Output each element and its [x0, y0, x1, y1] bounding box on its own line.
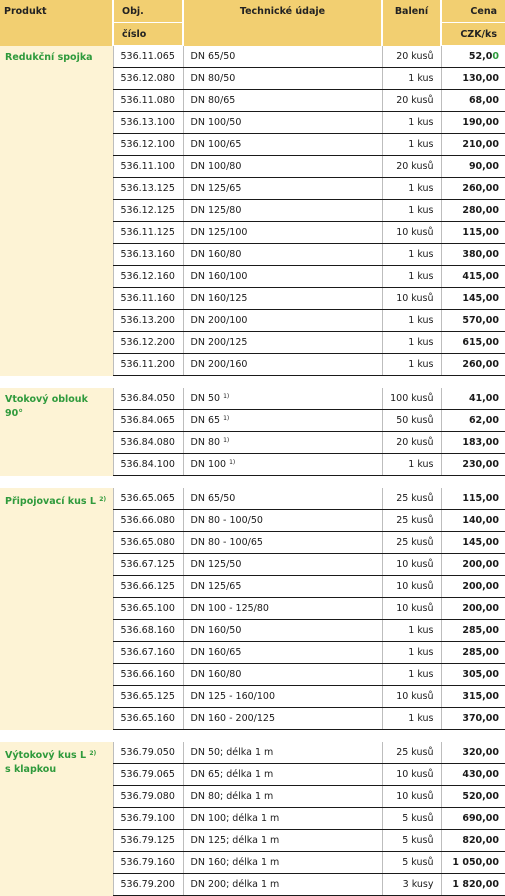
- header-order-number-line1: Obj.: [113, 0, 183, 23]
- product-name-cell: [0, 742, 113, 896]
- technical-data-cell: [183, 200, 382, 222]
- packaging-cell: 10 kusů: [382, 288, 441, 310]
- technical-data-cell: [183, 134, 382, 156]
- price-cell: [441, 410, 505, 432]
- order-number-cell: 536.12.125: [113, 200, 183, 222]
- order-number-cell: 536.12.160: [113, 266, 183, 288]
- packaging-cell: 20 kusů: [382, 432, 441, 454]
- order-number-cell: 536.67.125: [113, 554, 183, 576]
- price-cell: [441, 852, 505, 874]
- technical-data-cell: [183, 454, 382, 476]
- product-name: Výtokový kus L: [5, 750, 86, 761]
- packaging-cell: 25 kusů: [382, 510, 441, 532]
- price-cell: [441, 222, 505, 244]
- footnote-marker: 1): [223, 415, 230, 422]
- technical-data-text: DN 160/80: [190, 669, 242, 680]
- price-value: 230,00: [462, 459, 499, 470]
- technical-data-cell: [183, 510, 382, 532]
- price-cell: [441, 642, 505, 664]
- technical-data-text: DN 160/125: [190, 293, 248, 304]
- price-value: 130,00: [462, 73, 499, 84]
- order-number-cell: 536.84.050: [113, 388, 183, 410]
- price-cell: [441, 244, 505, 266]
- price-value: 415,00: [462, 271, 499, 282]
- product-name-cell: [0, 46, 113, 376]
- technical-data-cell: [183, 410, 382, 432]
- technical-data-text: DN 65: [190, 415, 221, 426]
- price-cell: [441, 576, 505, 598]
- technical-data-cell: [183, 388, 382, 410]
- packaging-cell: 20 kusů: [382, 90, 441, 112]
- technical-data-text: DN 160 - 200/125: [190, 713, 276, 724]
- price-cell: [441, 178, 505, 200]
- technical-data-text: DN 160/50: [190, 625, 242, 636]
- packaging-cell: 1 kus: [382, 244, 441, 266]
- group-spacer: [0, 730, 505, 743]
- price-value: 285,00: [462, 625, 499, 636]
- packaging-cell: 1 kus: [382, 664, 441, 686]
- technical-data-text: DN 200; délka 1 m: [190, 879, 280, 890]
- price-cell: [441, 554, 505, 576]
- order-number-cell: 536.79.125: [113, 830, 183, 852]
- price-cell: [441, 354, 505, 376]
- price-value-tail: 0: [492, 51, 499, 62]
- order-number-cell: 536.13.100: [113, 112, 183, 134]
- price-cell: [441, 808, 505, 830]
- technical-data-text: DN 50: [190, 393, 221, 404]
- price-cell: [441, 510, 505, 532]
- technical-data-cell: [183, 764, 382, 786]
- technical-data-cell: [183, 310, 382, 332]
- price-value: 430,00: [462, 769, 499, 780]
- price-cell: [441, 686, 505, 708]
- price-cell: [441, 830, 505, 852]
- technical-data-cell: [183, 222, 382, 244]
- order-number-cell: 536.79.100: [113, 808, 183, 830]
- packaging-cell: 10 kusů: [382, 764, 441, 786]
- price-cell: [441, 134, 505, 156]
- price-value: 200,00: [462, 603, 499, 614]
- price-cell: [441, 388, 505, 410]
- footnote-marker: 2): [89, 750, 97, 757]
- footnote-marker: 1): [223, 437, 230, 444]
- price-cell: [441, 90, 505, 112]
- technical-data-cell: [183, 244, 382, 266]
- order-number-cell: 536.66.160: [113, 664, 183, 686]
- technical-data-text: DN 80/65: [190, 95, 236, 106]
- order-number-cell: 536.65.080: [113, 532, 183, 554]
- price-value: 90,00: [468, 161, 499, 172]
- order-number-cell: 536.12.080: [113, 68, 183, 90]
- price-value: 570,00: [462, 315, 499, 326]
- technical-data-text: DN 160/65: [190, 647, 242, 658]
- technical-data-text: DN 80 - 100/50: [190, 515, 263, 526]
- price-value: 1 050,00: [452, 857, 499, 868]
- packaging-cell: 10 kusů: [382, 554, 441, 576]
- product-name-line2: s klapkou: [5, 764, 57, 775]
- technical-data-text: DN 125/65: [190, 183, 242, 194]
- price-value: 68,00: [468, 95, 499, 106]
- packaging-cell: 1 kus: [382, 112, 441, 134]
- price-cell: [441, 764, 505, 786]
- technical-data-text: DN 200/100: [190, 315, 248, 326]
- price-cell: [441, 46, 505, 68]
- packaging-cell: 20 kusů: [382, 156, 441, 178]
- order-number-cell: 536.11.065: [113, 46, 183, 68]
- price-cell: [441, 532, 505, 554]
- packaging-cell: 25 kusů: [382, 742, 441, 764]
- price-value: 200,00: [462, 559, 499, 570]
- order-number-cell: 536.65.160: [113, 708, 183, 730]
- order-number-cell: 536.84.065: [113, 410, 183, 432]
- price-value: 145,00: [462, 293, 499, 304]
- packaging-cell: 5 kusů: [382, 808, 441, 830]
- spacer-cell: [0, 730, 505, 743]
- product-name-cell: [0, 388, 113, 476]
- technical-data-cell: [183, 664, 382, 686]
- technical-data-text: DN 125/65: [190, 581, 242, 592]
- price-value: 260,00: [462, 183, 499, 194]
- order-number-cell: 536.11.125: [113, 222, 183, 244]
- technical-data-cell: [183, 554, 382, 576]
- packaging-cell: 100 kusů: [382, 388, 441, 410]
- order-number-cell: 536.79.080: [113, 786, 183, 808]
- packaging-cell: 1 kus: [382, 708, 441, 730]
- table-row: [0, 488, 505, 510]
- price-cell: [441, 598, 505, 620]
- technical-data-text: DN 65; délka 1 m: [190, 769, 274, 780]
- price-value: 115,00: [462, 227, 499, 238]
- technical-data-cell: [183, 576, 382, 598]
- product-name-cell: [0, 488, 113, 730]
- price-value: 520,00: [462, 791, 499, 802]
- order-number-cell: 536.84.100: [113, 454, 183, 476]
- product-name: Redukční spojka: [5, 51, 93, 63]
- packaging-cell: 1 kus: [382, 642, 441, 664]
- price-value: 305,00: [462, 669, 499, 680]
- technical-data-cell: [183, 874, 382, 896]
- technical-data-text: DN 100 - 125/80: [190, 603, 269, 614]
- order-number-cell: 536.13.160: [113, 244, 183, 266]
- group-spacer: [0, 476, 505, 489]
- price-cell: [441, 708, 505, 730]
- table-row: [0, 388, 505, 410]
- price-value: 280,00: [462, 205, 499, 216]
- price-cell: [441, 488, 505, 510]
- technical-data-text: DN 80/50: [190, 73, 236, 84]
- header-technical-data: Technické údaje: [183, 0, 382, 46]
- technical-data-cell: [183, 488, 382, 510]
- technical-data-text: DN 80 - 100/65: [190, 537, 263, 548]
- header-order-number-line2: číslo: [113, 23, 183, 46]
- order-number-cell: 536.66.125: [113, 576, 183, 598]
- price-cell: [441, 742, 505, 764]
- packaging-cell: 1 kus: [382, 68, 441, 90]
- technical-data-text: DN 100/50: [190, 117, 242, 128]
- packaging-cell: 10 kusů: [382, 686, 441, 708]
- footnote-marker: 1): [229, 459, 236, 466]
- technical-data-cell: [183, 532, 382, 554]
- packaging-cell: 50 kusů: [382, 410, 441, 432]
- technical-data-cell: [183, 830, 382, 852]
- order-number-cell: 536.11.100: [113, 156, 183, 178]
- technical-data-cell: [183, 178, 382, 200]
- packaging-cell: 5 kusů: [382, 852, 441, 874]
- price-cell: [441, 266, 505, 288]
- order-number-cell: 536.65.065: [113, 488, 183, 510]
- price-value: 41,00: [468, 393, 499, 404]
- order-number-cell: 536.66.080: [113, 510, 183, 532]
- price-cell: [441, 454, 505, 476]
- header-packaging: Balení: [382, 0, 441, 46]
- order-number-cell: 536.11.200: [113, 354, 183, 376]
- packaging-cell: 25 kusů: [382, 488, 441, 510]
- price-value: 115,00: [462, 493, 499, 504]
- footnote-marker: 2): [99, 496, 107, 503]
- technical-data-cell: [183, 620, 382, 642]
- spacer-cell: [0, 476, 505, 489]
- order-number-cell: 536.13.125: [113, 178, 183, 200]
- table-row: [0, 742, 505, 764]
- packaging-cell: 1 kus: [382, 332, 441, 354]
- technical-data-cell: [183, 68, 382, 90]
- technical-data-text: DN 200/160: [190, 359, 248, 370]
- technical-data-text: DN 125/80: [190, 205, 242, 216]
- packaging-cell: 20 kusů: [382, 46, 441, 68]
- technical-data-cell: [183, 288, 382, 310]
- price-value: 140,00: [462, 515, 499, 526]
- packaging-cell: 1 kus: [382, 620, 441, 642]
- technical-data-text: DN 65/50: [190, 493, 236, 504]
- price-value: 62,00: [468, 415, 499, 426]
- packaging-cell: 1 kus: [382, 200, 441, 222]
- packaging-cell: 10 kusů: [382, 222, 441, 244]
- price-value: 183,00: [462, 437, 499, 448]
- order-number-cell: 536.79.200: [113, 874, 183, 896]
- order-number-cell: 536.84.080: [113, 432, 183, 454]
- packaging-cell: 1 kus: [382, 266, 441, 288]
- price-cell: [441, 432, 505, 454]
- price-value: 190,00: [462, 117, 499, 128]
- order-number-cell: 536.79.050: [113, 742, 183, 764]
- packaging-cell: 3 kusy: [382, 874, 441, 896]
- technical-data-text: DN 50; délka 1 m: [190, 747, 274, 758]
- technical-data-text: DN 160/100: [190, 271, 248, 282]
- price-value: 380,00: [462, 249, 499, 260]
- technical-data-text: DN 160/80: [190, 249, 242, 260]
- price-value: 285,00: [462, 647, 499, 658]
- header-price-line1: Cena: [441, 0, 505, 23]
- technical-data-cell: [183, 686, 382, 708]
- technical-data-cell: [183, 46, 382, 68]
- technical-data-cell: [183, 432, 382, 454]
- price-cell: [441, 786, 505, 808]
- technical-data-text: DN 100; délka 1 m: [190, 813, 280, 824]
- technical-data-text: DN 80; délka 1 m: [190, 791, 274, 802]
- technical-data-cell: [183, 786, 382, 808]
- header-price-line2: CZK/ks: [441, 23, 505, 46]
- technical-data-cell: [183, 642, 382, 664]
- packaging-cell: 25 kusů: [382, 532, 441, 554]
- order-number-cell: 536.13.200: [113, 310, 183, 332]
- price-cell: [441, 620, 505, 642]
- product-name: Připojovací kus L: [5, 496, 96, 507]
- price-value: 210,00: [462, 139, 499, 150]
- footnote-marker: 1): [223, 393, 230, 400]
- order-number-cell: 536.12.100: [113, 134, 183, 156]
- table-row: [0, 46, 505, 68]
- technical-data-text: DN 125/100: [190, 227, 248, 238]
- price-value: 315,00: [462, 691, 499, 702]
- packaging-cell: 1 kus: [382, 354, 441, 376]
- technical-data-cell: [183, 742, 382, 764]
- packaging-cell: 10 kusů: [382, 598, 441, 620]
- packaging-cell: 1 kus: [382, 310, 441, 332]
- packaging-cell: 1 kus: [382, 178, 441, 200]
- price-cell: [441, 664, 505, 686]
- order-number-cell: 536.67.160: [113, 642, 183, 664]
- technical-data-text: DN 100/65: [190, 139, 242, 150]
- packaging-cell: 10 kusů: [382, 576, 441, 598]
- order-number-cell: 536.68.160: [113, 620, 183, 642]
- table-header: [0, 0, 505, 46]
- price-value: 52,0: [468, 51, 493, 62]
- technical-data-cell: [183, 354, 382, 376]
- price-cell: [441, 288, 505, 310]
- price-value: 370,00: [462, 713, 499, 724]
- price-value: 615,00: [462, 337, 499, 348]
- header-product: Produkt: [0, 0, 113, 46]
- order-number-cell: 536.11.160: [113, 288, 183, 310]
- price-cell: [441, 112, 505, 134]
- technical-data-text: DN 100/80: [190, 161, 242, 172]
- price-cell: [441, 874, 505, 896]
- order-number-cell: 536.65.100: [113, 598, 183, 620]
- table-body: [0, 46, 505, 896]
- order-number-cell: 536.79.160: [113, 852, 183, 874]
- technical-data-text: DN 80: [190, 437, 221, 448]
- technical-data-cell: [183, 708, 382, 730]
- technical-data-text: DN 160; délka 1 m: [190, 857, 280, 868]
- price-value: 820,00: [462, 835, 499, 846]
- technical-data-text: DN 100: [190, 459, 227, 470]
- order-number-cell: 536.11.080: [113, 90, 183, 112]
- technical-data-cell: [183, 90, 382, 112]
- technical-data-cell: [183, 332, 382, 354]
- technical-data-text: DN 125; délka 1 m: [190, 835, 280, 846]
- packaging-cell: 5 kusů: [382, 830, 441, 852]
- technical-data-text: DN 125 - 160/100: [190, 691, 276, 702]
- order-number-cell: 536.65.125: [113, 686, 183, 708]
- price-value: 260,00: [462, 359, 499, 370]
- technical-data-cell: [183, 156, 382, 178]
- price-value: 320,00: [462, 747, 499, 758]
- price-cell: [441, 156, 505, 178]
- technical-data-text: DN 125/50: [190, 559, 242, 570]
- order-number-cell: 536.12.200: [113, 332, 183, 354]
- spacer-cell: [0, 376, 505, 389]
- technical-data-cell: [183, 598, 382, 620]
- technical-data-cell: [183, 852, 382, 874]
- group-spacer: [0, 376, 505, 389]
- price-cell: [441, 332, 505, 354]
- packaging-cell: 1 kus: [382, 134, 441, 156]
- product-name: Vtokový oblouk 90°: [5, 394, 88, 419]
- price-value: 145,00: [462, 537, 499, 548]
- technical-data-cell: [183, 112, 382, 134]
- price-cell: [441, 68, 505, 90]
- price-value: 690,00: [462, 813, 499, 824]
- packaging-cell: 10 kusů: [382, 786, 441, 808]
- technical-data-text: DN 200/125: [190, 337, 248, 348]
- price-value: 1 820,00: [452, 879, 499, 890]
- order-number-cell: 536.79.065: [113, 764, 183, 786]
- technical-data-text: DN 65/50: [190, 50, 236, 62]
- technical-data-cell: [183, 808, 382, 830]
- price-cell: [441, 310, 505, 332]
- price-cell: [441, 200, 505, 222]
- technical-data-cell: [183, 266, 382, 288]
- packaging-cell: 1 kus: [382, 454, 441, 476]
- price-value: 200,00: [462, 581, 499, 592]
